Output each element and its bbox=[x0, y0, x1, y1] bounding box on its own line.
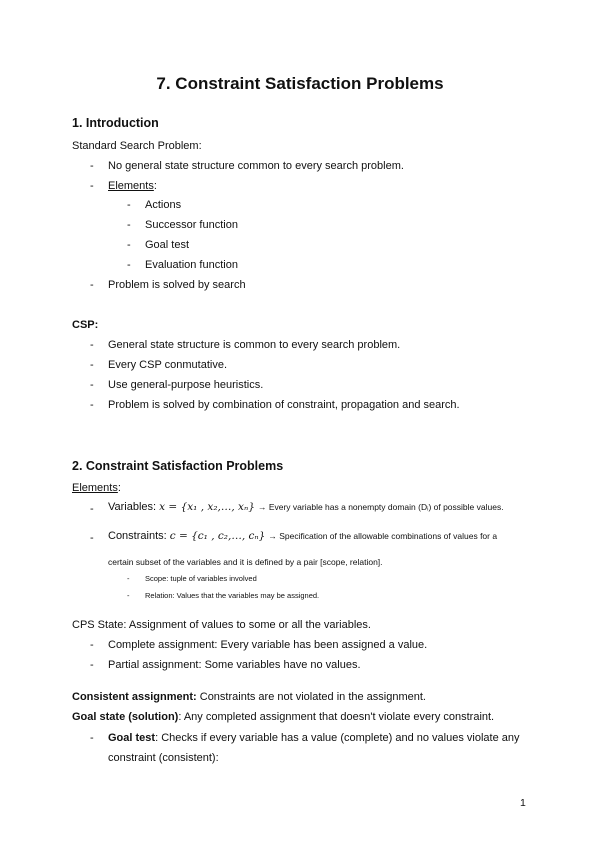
list-item: No general state structure common to every search problem. bbox=[108, 160, 404, 172]
relation-item: Relation: Values that the variables may be assigned. bbox=[145, 591, 320, 600]
bullet-dash: - bbox=[90, 339, 94, 351]
list-item: Goal test bbox=[145, 239, 190, 251]
cps-state-label: CPS State: Assignment of values to some or all the variables. bbox=[72, 619, 371, 631]
bullet-dash: - bbox=[90, 180, 94, 192]
bullet-dash: - bbox=[90, 359, 94, 371]
variables-definition: Variables: x = {x₁ , x₂,…, xₙ} → Every variable has a nonempty domain (Dᵢ) of possible values. bbox=[108, 501, 504, 513]
goal-test-continued: constraint (consistent): bbox=[108, 752, 219, 764]
section-heading-csp: 2. Constraint Satisfaction Problems bbox=[72, 459, 284, 473]
bullet-dash: - bbox=[127, 199, 131, 211]
list-item: Evaluation function bbox=[145, 259, 238, 271]
bullet-dash: - bbox=[127, 239, 131, 251]
elements-label: Elements bbox=[108, 180, 154, 192]
constraints-math: c = {c₁ , c₂,…, cₙ} bbox=[169, 530, 266, 542]
bullet-dash: - bbox=[127, 219, 131, 231]
constraints-definition: Constraints: c = {c₁ , c₂,…, cₙ} → Specification of the allowable combinations of values for a bbox=[108, 530, 498, 542]
bullet-dash: - bbox=[127, 574, 130, 583]
csp-label: CSP: bbox=[72, 319, 99, 331]
standard-search-label: Standard Search Problem: bbox=[72, 140, 202, 152]
bullet-dash: - bbox=[90, 503, 94, 515]
goal-state: Goal state (solution): Any completed assignment that doesn't violate every constraint. bbox=[72, 711, 495, 723]
bullet-dash: - bbox=[127, 259, 131, 271]
bullet-dash: - bbox=[90, 639, 94, 651]
constraints-continued: certain subset of the variables and it is defined by a pair [scope, relation]. bbox=[108, 557, 383, 567]
variables-math: x = {x₁ , x₂,…, xₙ} bbox=[159, 501, 255, 513]
list-item: Problem is solved by search bbox=[108, 279, 246, 291]
elements-heading: Elements: bbox=[72, 482, 121, 494]
bullet-dash: - bbox=[90, 160, 94, 172]
section-heading-introduction: 1. Introduction bbox=[72, 116, 159, 130]
scope-item: Scope: tuple of variables involved bbox=[145, 574, 257, 583]
bullet-dash: - bbox=[90, 732, 94, 744]
bullet-dash: - bbox=[90, 659, 94, 671]
list-item: Actions bbox=[145, 199, 182, 211]
bullet-dash: - bbox=[90, 532, 94, 544]
page-number: 1 bbox=[520, 797, 526, 809]
page-title: 7. Constraint Satisfaction Problems bbox=[156, 74, 444, 93]
list-item: Complete assignment: Every variable has been assigned a value. bbox=[108, 639, 428, 651]
list-item: General state structure is common to every search problem. bbox=[108, 339, 401, 351]
list-item: Use general-purpose heuristics. bbox=[108, 379, 264, 391]
bullet-dash: - bbox=[90, 379, 94, 391]
bullet-dash: - bbox=[90, 399, 94, 411]
bullet-dash: - bbox=[90, 279, 94, 291]
list-item: Elements: bbox=[108, 180, 157, 192]
list-item: Partial assignment: Some variables have no values. bbox=[108, 659, 361, 671]
bullet-dash: - bbox=[127, 591, 130, 600]
goal-test: Goal test: Checks if every variable has a value (complete) and no values violate any bbox=[108, 732, 520, 744]
list-item: Every CSP conmutative. bbox=[108, 359, 228, 371]
list-item: Problem is solved by combination of constraint, propagation and search. bbox=[108, 399, 460, 411]
consistent-assignment: Consistent assignment: Constraints are not violated in the assignment. bbox=[72, 691, 426, 703]
list-item: Successor function bbox=[145, 219, 238, 231]
